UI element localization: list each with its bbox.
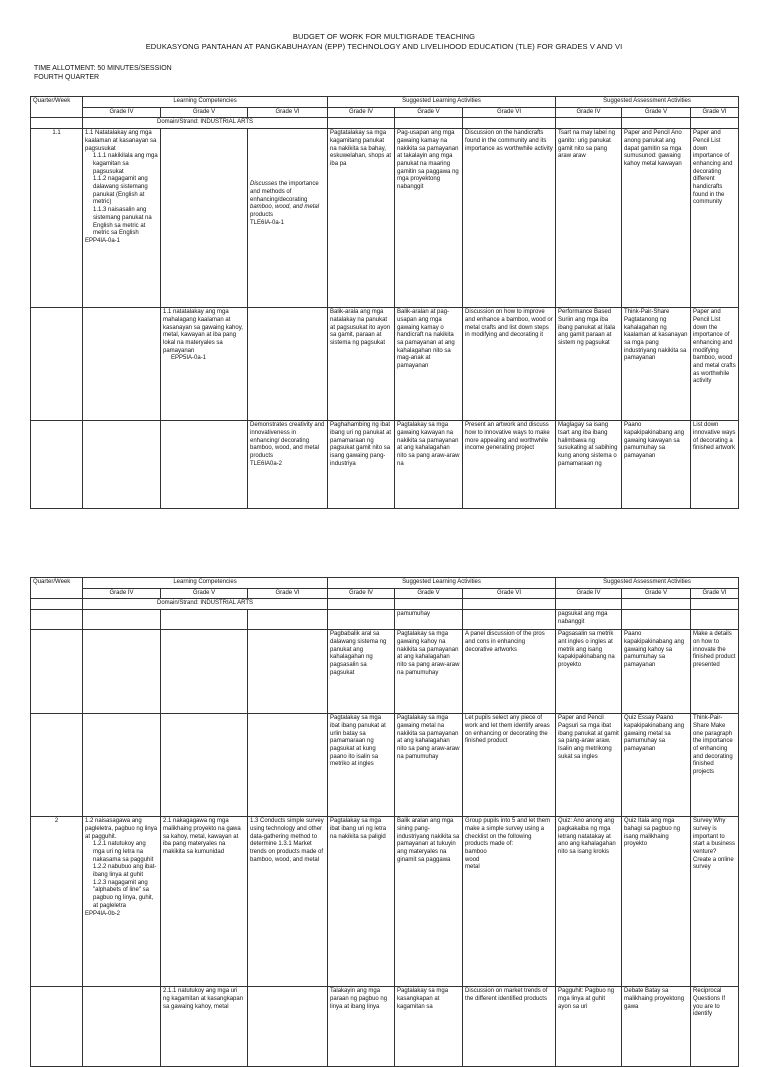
assessment-grade-vi: Survey Why survey is important to start a business venture? Create a online survey [691, 817, 739, 987]
assessment-grade-v: Debate Batay sa malikhaing proyektong gawa [622, 987, 691, 1067]
competency-grade-iv: 1.1 Natatalakay ang mga kaalaman at kasanayan sa pagsusukat 1.1.1 nakikilala ang mga kagamitan sa pagsusukat 1.1.2 nagagamit ang dalawang sistemang panukat (English at metric) 1.1.3 naisasalin ang sistemang panukat na English sa metric at metric sa English EPP4IA-0a-1 [83, 129, 161, 308]
activity-grade-vi: A panel discussion of the pros and cons in enhancing decorative artworks [463, 630, 556, 714]
table-row [31, 630, 739, 714]
activity-grade-iv: Pagbabalik aral sa dalawang sistema ng panukat ang kahalagahan ng pagsasalin sa pagsukat [328, 630, 395, 714]
competency-grade-vi: 1.3 Conducts simple survey using technology and other data-gathering method to determine 1.3.1 Market trends on products made of bamboo, wood, and metal [248, 817, 328, 987]
header-grade-iv: Grade IV [328, 107, 395, 118]
activity-grade-iv: Balik-arala ang mga natalakay na panukat at pagsusukat ito ayon sa gamit, paraan at sistema ng pagsukat [328, 308, 395, 421]
activity-grade-iv: Talakayin ang mga paraan ng pagbuo ng linya at ibang linya [328, 987, 395, 1067]
header-grade-iv: Grade IV [83, 107, 161, 118]
header-assessment-activities: Suggested Assessment Activities [556, 578, 739, 589]
assessment-grade-vi: Paper and Pencil List down importance of enhancing and decorating different handicrafts found in the community [691, 129, 739, 308]
domain-strand: Domain/Strand: INDUSTRIAL ARTS [83, 118, 328, 129]
header-grade-v: Grade V [622, 588, 691, 599]
competency-grade-v: 2.1 nakagagawa ng mga malikhaing proyekto na gawa sa kahoy, metal, kawayan at iba pang materyales na makikita sa kumunidad [161, 817, 248, 987]
table-row [31, 817, 739, 987]
header-quarter-week: Quarter/Week [31, 578, 83, 599]
header-grade-v: Grade V [161, 107, 248, 118]
assessment-grade-iv: Pagsasalin sa metrik ant ingles o ingles at metrik ang isang kapakipakinabang na proyekto [556, 630, 622, 714]
assessment-grade-iv: Tsart na may label ng ganito: urig panukat gamit nito sa pang araw araw [556, 129, 622, 308]
activity-grade-vi: Group pupils into 5 and let them make a simple survey using a checklist on the following products made of: bamboo wood metal [463, 817, 556, 987]
header-grade-iv: Grade IV [556, 588, 622, 599]
activity-grade-vi: Discussion on the handicrafts found in the community and its importance as worthwhile activity [463, 129, 556, 308]
domain-strand: Domain/Strand: INDUSTRIAL ARTS [83, 599, 328, 610]
activity-grade-iv: Pagtatalakay sa mga kagamitang panukat na nakikita sa bahay, eskuwelahan, shops at iba pa [328, 129, 395, 308]
header-grade-v: Grade V [161, 588, 248, 599]
activity-grade-v: Balik aralan ang mga sining pang-industriyang nakikita sa pamayanan at tukuyin ang materyales na ginamit sa paggawa [395, 817, 463, 987]
quarter-label: FOURTH QUARTER [34, 74, 100, 81]
activity-grade-iv: Pagtalakay sa mga ibat ibang uri ng letra na nakikita sa paligid [328, 817, 395, 987]
assessment-grade-iv: Performance Based Suriin ang mga iba ibang panukat at itala ang gamit paraan at sistem ng pagsukat [556, 308, 622, 421]
activity-grade-v: Pag-usapan ang mga gawaing kamay na nakikita sa pamayanan at takalayin ang mga panukat na maaring gamitin sa paggawa ng mga proyektong nabanggit [395, 129, 463, 308]
header-grade-vi: Grade VI [463, 107, 556, 118]
header-grade-vi: Grade VI [248, 107, 328, 118]
header-learning-activities: Suggested Learning Activities [328, 578, 556, 589]
budget-table-2 [30, 577, 739, 1067]
assessment-grade-vi: List down innovative ways of decorating a finished artwork [691, 421, 739, 509]
table-row [31, 714, 739, 817]
assessment-grade-vi: Make a details on how to innovate the finished product presented [691, 630, 739, 714]
header-grade-iv: Grade IV [328, 588, 395, 599]
header-grade-v: Grade V [395, 107, 463, 118]
table-row [31, 610, 739, 630]
table-row [31, 308, 739, 421]
assessment-grade-iv: Paper and Pencil Pagsuri sa mga ibat ibang panukat at gamit sa pang-araw araw. Isalin ang metrikong sukat sa ingles [556, 714, 622, 817]
activity-grade-vi: Present an artwork and discuss how to innovative ways to make more appealing and worthwhile income generating project [463, 421, 556, 509]
activity-grade-iv: Pagtalakay sa mga ibat ibang panukat at urlin batay sa pamamaraan ng pagsukat at kung paano ito isalin sa metriko at ingles [328, 714, 395, 817]
activity-grade-iv: Paghahambing ng ibat ibang uri ng panukat at pamamaraan ng pagsukat gamit nito sa isang gawaing pang-industriya [328, 421, 395, 509]
assessment-grade-v: Think-Pair-Share Pagtatanong ng kahalagahan ng kaalaman at kasanayan sa mga pang industriyang nakikita sa pamayanan [622, 308, 691, 421]
competency-grade-v [161, 129, 248, 308]
activity-grade-vi: Discussion on market trends of the different identified products [463, 987, 556, 1067]
competency-grade-vi: Discusses the importance and methods of enhancing/decorating bamboo, wood, and metal products TLE6IA-0a-1 [248, 129, 328, 308]
header-grade-vi: Grade VI [463, 588, 556, 599]
table-row [31, 129, 739, 308]
table-row [31, 421, 739, 509]
activity-grade-v: Pagtalakay sa mga gawaing kahoy na nakikita sa pamayanan at ang kahalagahan nito sa pang araw-araw na pamumuhay [395, 630, 463, 714]
budget-table-1 [30, 96, 739, 509]
activity-grade-v: Pagtalakay sa mga kasangkapan at kagamitan sa [395, 987, 463, 1067]
competency-grade-vi: Demonstrates creativity and innovativeness in enhancing/ decorating bamboo, wood, and metal products TLE6IA0a-2 [248, 421, 328, 509]
assessment-grade-vi: Reciprocal Questions If you are to identify [691, 987, 739, 1067]
header-assessment-activities: Suggested Assessment Activities [556, 97, 739, 108]
competency-grade-v: 1.1 natatalakay ang mga mahalagang kaalaman at kasanayan sa gawaing kahoy, metal, kawayan at iba pang lokal na materyales sa pamayanan EPP5IA-0a-1 [161, 308, 248, 421]
activity-grade-v: Pagtalakay sa mga gawaing kawayan na nakikita sa pamayanan at ang kahalagahan nito sa pang araw-araw na [395, 421, 463, 509]
header-grade-iv: Grade IV [556, 107, 622, 118]
header-learning-activities: Suggested Learning Activities [328, 97, 556, 108]
assessment-grade-vi: Paper and Pencil List down the importance of enhancing and modifying bamboo, wood and metal crafts as worthwhile activity [691, 308, 739, 421]
activity-grade-vi: Let pupils select any piece of work and let them identify areas on enhancing or decorating the finished product [463, 714, 556, 817]
assessment-grade-iv: Pagguhit: Pagbuo ng mga linya at guhit ayon sa uri [556, 987, 622, 1067]
assessment-grade-v: Quiz Essay Paano kapakipakinabang ang gawaing metal sa pamumuhay sa pamayanan [622, 714, 691, 817]
activity-grade-v: Pagtalakay sa mga gawaing metal na nakikita sa pamayanan at ang kahalagahan nito sa pang araw-araw na pamumuhay [395, 714, 463, 817]
table-row [31, 987, 739, 1067]
time-allotment: TIME ALLOTMENT: 50 MINUTES/SESSION [34, 65, 172, 72]
assessment-grade-v: Paano kapakipakinabang ang gawaing kawayan sa pamumuhay sa pamayanan [622, 421, 691, 509]
competency-grade-iv: 1.2 naisasagawa ang pagleletra, pagbuo ng linya at pagguhit. 1.2.1 natutukoy ang mga uri ng letra na nakasama sa pagguhit 1.2.2 nabubuo ang ibat-ibang linya at guhit 1.2.3 nagagamit ang "alphabets of line" sa pagbuo ng linya, guhit, at pagleletra EPP4IA-0b-2 [83, 817, 161, 987]
header-grade-iv: Grade IV [83, 588, 161, 599]
header-grade-v: Grade V [395, 588, 463, 599]
header-quarter-week: Quarter/Week [31, 97, 83, 118]
activity-grade-v: pamumuhay [395, 610, 463, 630]
assessment-grade-iv: Maglagay sa isang tsart ang iba ibang halimbawa ng susukating at sabihing kung anong sistema o pamamaraan ng [556, 421, 622, 509]
assessment-grade-v: Paper and Pencil Ano anong panukat ang dapat gamitin sa mga sumusunod: gawaing kahoy metal kawayan [622, 129, 691, 308]
assessment-grade-v: Quiz Itala ang mga bahagi sa pagbuo ng isang malikhaing proyekto [622, 817, 691, 987]
doc-subtitle: EDUKASYONG PANTAHAN AT PANGKABUHAYAN (EPP) TECHNOLOGY AND LIVELIHOOD EDUCATION (TLE) FOR GRADES V AND VI [145, 42, 623, 51]
competency-grade-v: 2.1.1 natutukoy ang mga uri ng kagamitan at kasangkapan sa gawaing kahoy, metal [161, 987, 248, 1067]
header-grade-v: Grade V [622, 107, 691, 118]
activity-grade-v: Balik-aralan at pag-usapan ang mga gawaing kamay o handicraft na nakikita sa pamayanan at ang kahalagahan nito sa mag-anak at pamayanan [395, 308, 463, 421]
assessment-grade-iv: Quiz: Ano anong ang pagkakaiba ng mga letrang natatakay at ano ang kahalagahan nito sa isang krokis [556, 817, 622, 987]
doc-title: BUDGET OF WORK FOR MULTIGRADE TEACHING [292, 32, 476, 41]
header-grade-vi: Grade VI [691, 588, 739, 599]
header-grade-vi: Grade VI [248, 588, 328, 599]
header-grade-vi: Grade VI [691, 107, 739, 118]
week-cell: 1.1 [31, 129, 83, 308]
assessment-grade-vi: Think-Pair-Share Make one paragraph the importance of enhancing and decorating finished projects [691, 714, 739, 817]
assessment-grade-v: Paano kapakipakinabang ang gawaing kahoy sa pamumuhay sa pamayanan [622, 630, 691, 714]
assessment-grade-iv: pagsukat ang mga nabanggit [556, 610, 622, 630]
week-cell: 2 [31, 817, 83, 987]
header-learning-competencies: Learning Competencies [83, 578, 328, 589]
header-learning-competencies: Learning Competencies [83, 97, 328, 108]
activity-grade-vi: Discussion on how to improve and enhance a bamboo, wood or metal crafts and list down steps in modifying and decorating it [463, 308, 556, 421]
